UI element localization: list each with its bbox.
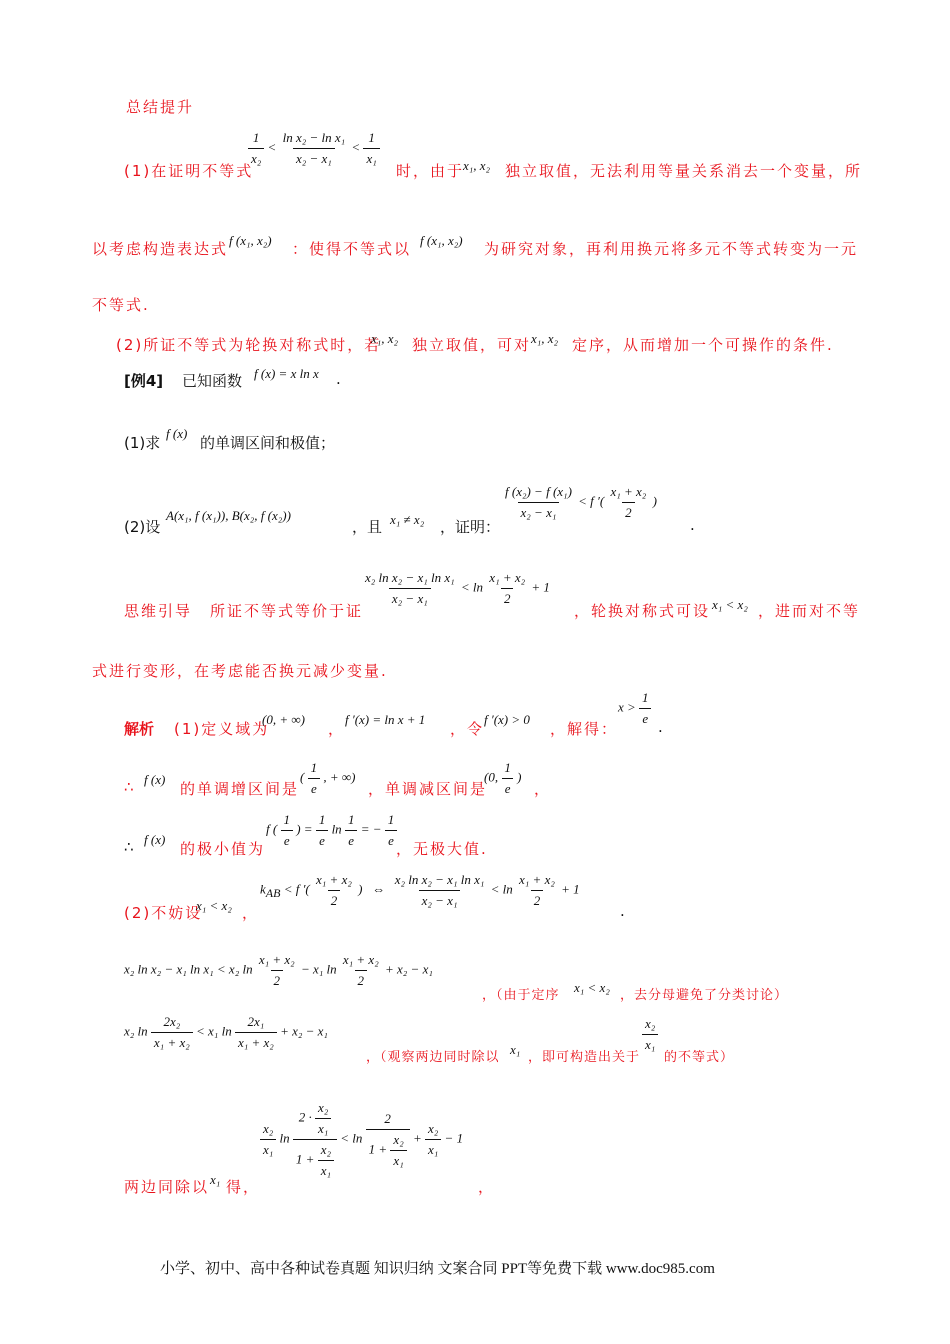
guide-label: 思维引导 bbox=[124, 602, 193, 620]
solution-s1-b: ， bbox=[328, 720, 346, 738]
solution-s2-a: 的单调增区间是 bbox=[180, 780, 300, 798]
solution-s7-a: 两边同除以 bbox=[124, 1178, 210, 1196]
solution-s5-note-b: ，去分母避免了分类讨论） bbox=[620, 988, 789, 1003]
solution-s1-a: (1)定义域为 bbox=[174, 720, 270, 738]
summary-p1-vars: x₁, x₂ bbox=[463, 158, 491, 173]
summary-p1-text-b: 时，由于 bbox=[396, 162, 465, 180]
guide-text-d: 式进行变形，在考虑能否换元减少变量. bbox=[92, 662, 388, 680]
summary-p2-vars2: x₁, x₂ bbox=[531, 331, 559, 346]
summary-p1-text-g: 不等式. bbox=[92, 296, 150, 314]
solution-s4-relation: $k_{AB} < f$ ′( $\frac{\text{x₁ + x₂}}{2}$ ) ⇔ $\frac{\text{x₂ ln x₂ − x₁ ln x₁}}{\text{x₂ − x₁}}$ < ln $\frac{\text{x₁ + x₂}}{2}$ + 1 bbox=[260, 872, 580, 908]
solution-s2-b: ，单调减区间是 bbox=[368, 780, 488, 798]
example-q2-b: ，且 bbox=[352, 518, 383, 536]
solution-s6-note-frac: $\frac{\text{x₂}}{\text{x₁}}$ bbox=[642, 1016, 658, 1053]
guide-text-b: ，轮换对称式可设 bbox=[574, 602, 711, 620]
solution-s4-cond: x₁ < x₂ bbox=[196, 898, 232, 913]
solution-s2-dec: (0, $\frac{1}{e}$ ) bbox=[484, 760, 522, 796]
solution-s2-therefore: ∴ bbox=[124, 778, 134, 796]
guide-text-a: 所证不等式等价于证 bbox=[210, 602, 364, 620]
summary-p1-text-e: ：使得不等式以 bbox=[292, 240, 412, 258]
solution-s4-dot: . bbox=[620, 902, 625, 920]
solution-s3-therefore: ∴ bbox=[124, 838, 134, 856]
solution-s4-b: ， bbox=[242, 904, 260, 922]
example-q2-dot: . bbox=[690, 516, 695, 534]
example-q1-f: f (x) bbox=[166, 426, 188, 441]
example-q2-c: ，证明： bbox=[440, 518, 501, 536]
solution-s5-note-cond: x₁ < x₂ bbox=[574, 980, 610, 995]
solution-s2-f: f (x) bbox=[144, 772, 166, 787]
solution-s3-b: ，无极大值. bbox=[396, 840, 488, 858]
summary-p1-text-d: 以考虑构造表达式 bbox=[92, 240, 229, 258]
solution-s1-dot: . bbox=[658, 718, 663, 736]
example-q1-b: 的单调区间和极值； bbox=[200, 434, 336, 452]
summary-p2-text-a: (2)所证不等式为轮换对称式时，若 bbox=[116, 336, 382, 354]
solution-s7-comma: ， bbox=[478, 1178, 496, 1196]
solution-s1-d: ，解得： bbox=[550, 720, 619, 738]
solution-s5-inequality: x₂ ln x₂ − x₁ ln x₁ < x₂ ln $\frac{\text{x₁ + x₂}}{2}$ − x₁ ln $\frac{\text{x₁ + x₂}}{2}$ + x₂ − x₁ bbox=[124, 952, 433, 988]
solution-s6-note-var: x₁ bbox=[510, 1042, 521, 1057]
solution-s2-c: ， bbox=[534, 780, 552, 798]
example-q2-points: A(x₁, f (x₁)), B(x₂, f (x₂)) bbox=[166, 508, 291, 523]
solution-s2-inc: ( $\frac{1}{e}$ , + ∞) bbox=[300, 760, 356, 796]
guide-inequality: $\frac{\text{x₂ ln x₂ − x₁ ln x₁}}{\text{x₂ − x₁}}$ < ln $\frac{\text{x₁ + x₂}}{2}$ + 1 bbox=[365, 570, 550, 606]
solution-s1-result: x > $\frac{1}{e}$ bbox=[618, 690, 652, 727]
solution-s3-expr: f ( $\frac{1}{e}$ ) = $\frac{1}{e}$ ln $\frac{1}{e}$ = − $\frac{1}{e}$ bbox=[266, 812, 397, 849]
solution-s1-c: ，令 bbox=[450, 720, 485, 738]
solution-s7-b: 得， bbox=[226, 1178, 261, 1196]
solution-s6-note-b: ，即可构造出关于 bbox=[528, 1050, 641, 1065]
summary-p1-text-c: 独立取值，无法利用等量关系消去一个变量，所 bbox=[505, 162, 863, 180]
summary-heading: 总结提升 bbox=[126, 98, 195, 116]
example-dot: . bbox=[336, 370, 341, 388]
solution-s1-cond: f ′(x) > 0 bbox=[484, 712, 530, 727]
solution-s3-a: 的极小值为 bbox=[180, 840, 266, 858]
summary-p2-text-c: 定序，从而增加一个可操作的条件. bbox=[572, 336, 834, 354]
solution-s6-note-c: 的不等式） bbox=[664, 1050, 735, 1065]
solution-s1-domain: (0, + ∞) bbox=[262, 712, 305, 727]
example-q2-a: (2)设 bbox=[124, 518, 161, 536]
example-stmt: 已知函数 bbox=[182, 372, 243, 390]
solution-s4-a: (2)不妨设 bbox=[124, 904, 203, 922]
solution-s5-note-a: ，（由于定序 bbox=[482, 988, 560, 1003]
example-q2-inequality: $\frac{\text{f (x₂) − f (x₁)}}{\text{x₂ − x₁}}$ < f ′( $\frac{\text{x₁ + x₂}}{2}$ ) bbox=[505, 484, 657, 520]
summary-p2-text-b: 独立取值，可对 bbox=[412, 336, 532, 354]
summary-p1-expr2: f (x₁, x₂) bbox=[420, 233, 463, 248]
guide-cond: x₁ < x₂ bbox=[712, 597, 748, 612]
summary-p1-inequality: $\frac{1}{\text{x₂}}$ < $\frac{\text{ln x₂ − ln x₁}}{\text{x₂ − x₁}}$ < $\frac{1}{\text{x₁}}$ bbox=[248, 130, 380, 167]
solution-s3-f: f (x) bbox=[144, 832, 166, 847]
example-func: f (x) = x ln x bbox=[254, 366, 319, 381]
example-q2-cond: x₁ ≠ x₂ bbox=[390, 512, 425, 527]
solution-s7-var: x₁ bbox=[210, 1172, 221, 1187]
solution-s7-inequality: $\frac{\text{x₂}}{\text{x₁}}$ ln 2 · $\frac{\text{x₂}}{\text{x₁}}$ 1 + $\frac{\text{x₂}}{\text{x₁}}$ < ln 2 1 + $\frac{\text{x₂}}{\text{x₁}}$ + $\frac{\text{x₂}}{\text{x₁}}$ − 1 bbox=[260, 1100, 463, 1179]
summary-p1-text-f: 为研究对象，再利用换元将多元不等式转变为一元 bbox=[484, 240, 859, 258]
solution-s1-deriv: f ′(x) = ln x + 1 bbox=[345, 712, 426, 727]
summary-p1-text-a: (1)在证明不等式 bbox=[124, 162, 254, 180]
summary-p1-expr: f (x₁, x₂) bbox=[229, 233, 272, 248]
example-label: [例4] bbox=[124, 372, 164, 390]
solution-label: 解析 bbox=[124, 720, 155, 738]
solution-s6-note-a: ，（观察两边同时除以 bbox=[366, 1050, 500, 1065]
summary-p2-vars: x₁, x₂ bbox=[371, 331, 399, 346]
example-q1-a: (1)求 bbox=[124, 434, 161, 452]
solution-s6-inequality: x₂ ln $\frac{\text{2x₂}}{\text{x₁ + x₂}}$ < x₁ ln $\frac{\text{2x₁}}{\text{x₁ + x₂}}$ + x₂ − x₁ bbox=[124, 1014, 328, 1050]
guide-text-c: ，进而对不等 bbox=[758, 602, 861, 620]
footer-text: 小学、初中、高中各种试卷真题 知识归纳 文案合同 PPT等免费下载 www.doc985.com bbox=[160, 1261, 715, 1277]
